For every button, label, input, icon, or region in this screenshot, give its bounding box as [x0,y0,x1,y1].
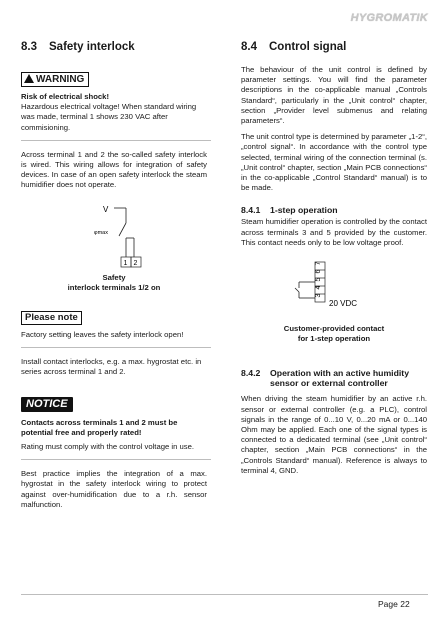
please-note-badge: Please note [21,311,82,325]
control-behaviour-paragraph: The behaviour of the unit control is defined by parameter settings. You will find the parameter descriptions in the co-applicable manual „Controls Standard“, particularly in the „Unit control“ chapter, section „Provider level submenus and relating parameters“. [241,65,427,126]
footer-divider [21,594,428,595]
terminal-1-label: 1 [123,259,128,267]
contact-caption-line1: Customer-provided contact [283,324,385,334]
subsection-heading-active-sensor: 8.4.2 Operation with an active humidity sensor or external controller [241,368,410,389]
switch-contact [119,223,126,236]
best-practice-paragraph: Best practice implies the integration of a max. hygrostat in the safety interlock wiring to protect against over-humidification due to a r.h. sensor malfunction. [21,469,207,509]
v-label: V [103,204,109,214]
terminal-4-label: 4 [315,285,322,290]
warning-text: Hazardous electrical voltage! When standard wiring was made, terminal 1 shows 230 VAC after commisioning. [21,102,197,132]
diagram-caption-line1: Safety [102,272,126,282]
divider [21,347,211,348]
left-column [21,41,207,510]
diagram-caption-line2: interlock terminals 1/2 on [67,282,161,292]
notice-badge: NOTICE [21,397,73,412]
warning-title: Risk of electrical shock! [21,92,110,101]
safety-interlock-paragraph: Across terminal 1 and 2 the so-called safety interlock is wired. This wiring allows for integration of safety devices. In case of an open safety interlock the steam humidifier does not operate. [21,149,207,190]
divider [21,140,211,141]
phi-max-label: φmax [94,229,108,236]
section-heading-safety-interlock: 8.3 Safety interlock [21,41,135,53]
one-step-contact-diagram [241,260,427,320]
one-step-paragraph: Steam humidifier operation is controlled by the contact across terminals 3 and 5 provided by the customer. This contact needs only to be low voltage proof. [241,217,427,247]
note-text: Factory setting leaves the safety interlock open! [21,330,184,340]
right-column [241,41,427,476]
page-number: Page 22 [378,599,410,609]
terminal-5-label: 5 [315,277,322,282]
warning-triangle-icon [24,74,34,83]
notice-text: Rating must comply with the control voltage in use. [21,442,195,452]
notice-title: Contacts across terminals 1 and 2 must be potential free and properly rated! [21,417,178,437]
hygromatik-logo: HYGROMATIK [350,12,428,24]
contact-switch [295,288,299,292]
terminal-7-label: 7 [315,261,322,266]
voltage-label: 20 VDC [329,299,358,309]
warning-badge: WARNING [21,72,89,87]
terminal-2-label: 2 [133,259,138,267]
terminal-3-label: 3 [315,293,322,298]
terminal-6-label: 6 [315,269,322,274]
control-type-paragraph: The unit control type is determined by parameter „1-2“, „control signal“. In accordance with the control type selected, terminal wiring of the connection terminal (s. „Unit control“ chapter, section „Main PCB connections“ in the co-applicable „Control Standard“ manual) is to be made. [241,132,427,193]
divider [21,459,211,460]
safety-interlock-diagram [21,201,207,269]
install-contacts-paragraph: Install contact interlocks, e.g. a max. hygrostat etc. in series across terminal 1 and 2. [21,357,202,377]
contact-caption-line2: for 1-step operation [297,334,371,344]
subsection-heading-1-step: 8.4.1 1-step operation [241,205,338,216]
section-heading-control-signal: 8.4 Control signal [241,41,347,53]
active-sensor-paragraph: When driving the steam humidifier by an active r.h. sensor or external controller (e.g. a PLC), control signals in the range of 0...10 V, 0...20 mA or 0...140 Ohm may be applied. Each one of the signal types is connected to a dedicated terminal (see „Unit control“ chapter, section „Main PCB connections“ in the „Controls Standard“ manual). Reference is always to terminal 4, GND. [241,394,427,475]
